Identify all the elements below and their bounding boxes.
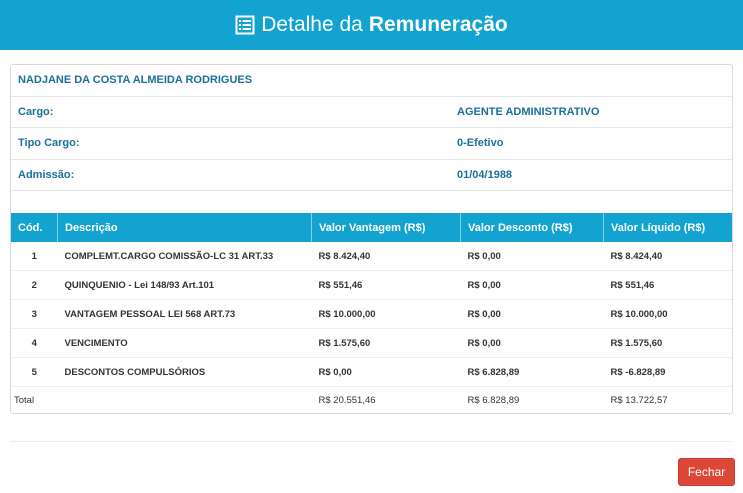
- table-total-row: [11, 387, 732, 415]
- cell-descricao: QUINQUENIO - Lei 148/93 Art.101: [58, 271, 312, 300]
- cell-liquido: R$ 10.000,00: [604, 300, 733, 329]
- tipo-cargo-label: Tipo Cargo:: [18, 137, 80, 149]
- col-header-descricao: Descrição: [58, 213, 312, 242]
- cell-cod: 5: [11, 358, 58, 387]
- modal-header: [0, 0, 743, 50]
- cell-vantagem: R$ 10.000,00: [312, 300, 461, 329]
- cell-descricao: DESCONTOS COMPULSÓRIOS: [58, 358, 312, 387]
- admissao-row: [11, 160, 732, 191]
- cell-vantagem: R$ 551,46: [312, 271, 461, 300]
- cargo-label: Cargo:: [18, 106, 54, 118]
- remuneration-panel: [10, 64, 733, 414]
- cell-descricao: VENCIMENTO: [58, 329, 312, 358]
- total-label: Total: [14, 395, 35, 406]
- cell-vantagem: R$ 0,00: [312, 358, 461, 387]
- tipo-cargo-value: 0-Efetivo: [457, 137, 504, 149]
- remuneration-table: [11, 213, 732, 414]
- close-button[interactable]: Fechar: [678, 458, 735, 486]
- col-header-vantagem: Valor Vantagem (R$): [312, 213, 461, 242]
- cell-liquido: R$ -6.828,89: [604, 358, 733, 387]
- cell-vantagem: R$ 1.575,60: [312, 329, 461, 358]
- table-row: [11, 329, 732, 358]
- cell-descricao: VANTAGEM PESSOAL LEI 568 ART.73: [58, 300, 312, 329]
- modal-title: [235, 13, 507, 37]
- modal-title-strong: Remuneração: [368, 13, 508, 36]
- total-vantagem: R$ 20.551,46: [318, 395, 376, 406]
- cargo-value: AGENTE ADMINISTRATIVO: [457, 106, 600, 118]
- employee-name: NADJANE DA COSTA ALMEIDA RODRIGUES: [18, 74, 253, 86]
- cell-cod: 1: [11, 242, 58, 271]
- cell-liquido: R$ 1.575,60: [604, 329, 733, 358]
- modal-title-prefix: Detalhe da: [261, 13, 363, 36]
- cargo-row: [11, 97, 732, 128]
- cell-desconto: R$ 0,00: [461, 300, 604, 329]
- admissao-value: 01/04/1988: [457, 169, 513, 181]
- table-row: [11, 300, 732, 329]
- cell-desconto: R$ 0,00: [461, 271, 604, 300]
- cell-descricao: COMPLEMT.CARGO COMISSÃO-LC 31 ART.33: [58, 242, 312, 271]
- col-header-liquido: Valor Líquido (R$): [604, 213, 733, 242]
- cell-desconto: R$ 6.828,89: [461, 358, 604, 387]
- cell-desconto: R$ 0,00: [461, 242, 604, 271]
- table-header-row: [11, 213, 732, 242]
- col-header-cod: Cód.: [11, 213, 58, 242]
- cell-cod: 2: [11, 271, 58, 300]
- admissao-label: Admissão:: [18, 169, 75, 181]
- table-row: [11, 242, 732, 271]
- total-desconto: R$ 6.828,89: [467, 395, 520, 406]
- table-row: [11, 271, 732, 300]
- cell-liquido: R$ 551,46: [604, 271, 733, 300]
- footer-divider: [10, 441, 733, 442]
- tipo-cargo-row: [11, 128, 732, 160]
- cell-desconto: R$ 0,00: [461, 329, 604, 358]
- table-row: [11, 358, 732, 387]
- employee-name-row: [11, 65, 732, 97]
- cell-vantagem: R$ 8.424,40: [312, 242, 461, 271]
- list-alt-icon: [235, 15, 255, 35]
- col-header-desconto: Valor Desconto (R$): [461, 213, 604, 242]
- total-liquido: R$ 13.722,57: [610, 395, 668, 406]
- cell-liquido: R$ 8.424,40: [604, 242, 733, 271]
- cell-cod: 3: [11, 300, 58, 329]
- cell-cod: 4: [11, 329, 58, 358]
